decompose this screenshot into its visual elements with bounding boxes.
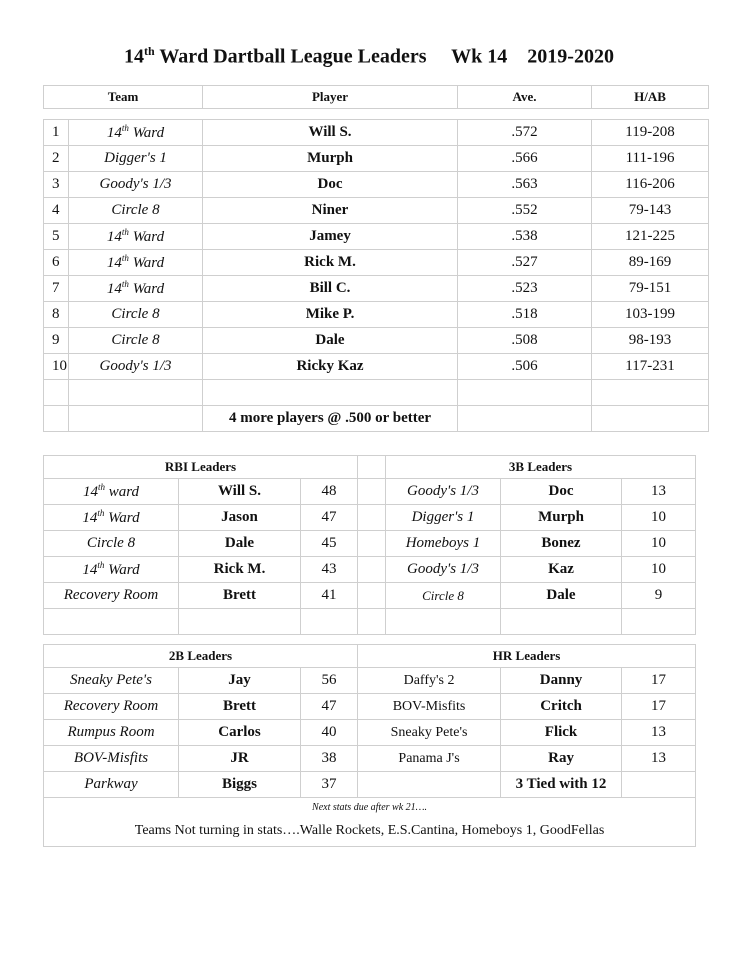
doubles-value-cell: 47	[301, 694, 358, 720]
team-cell	[69, 354, 203, 380]
player-cell: Doc	[203, 172, 458, 198]
table-row	[44, 746, 696, 772]
homers-player-cell: 3 Tied with 12	[501, 772, 622, 798]
table-row	[44, 146, 709, 172]
hab-cell: 111-196	[592, 146, 709, 172]
player-cell: Murph	[203, 146, 458, 172]
homers-player-cell: Critch	[501, 694, 622, 720]
hab-cell: 117-231	[592, 354, 709, 380]
triples-team-cell: Goody's 1/3	[386, 479, 501, 505]
table-row	[44, 557, 696, 583]
missing-teams-note: Teams Not turning in stats….Walle Rockets, E.S.Cantina, Homeboys 1, GoodFellas	[44, 816, 696, 847]
player-cell: Dale	[203, 328, 458, 354]
doubles-value-cell: 38	[301, 746, 358, 772]
doubles-team-cell: BOV-Misfits	[44, 746, 179, 772]
team-cell	[69, 328, 203, 354]
triples-team-cell: Homeboys 1	[386, 531, 501, 557]
rbi-value-cell: 43	[301, 557, 358, 583]
rank-cell: 10	[44, 354, 69, 380]
team-name: Circle 8	[111, 332, 160, 348]
section-header-row	[44, 456, 696, 479]
column-header-average: Ave.	[458, 86, 592, 109]
rank-cell: 2	[44, 146, 69, 172]
rank-cell: 4	[44, 198, 69, 224]
doubles-player-cell: JR	[179, 746, 301, 772]
triples-team-cell: Goody's 1/3	[386, 557, 501, 583]
hab-cell: 89-169	[592, 250, 709, 276]
team-number: 14	[82, 484, 98, 500]
batting-leaders-table	[43, 85, 709, 432]
average-cell: .552	[458, 198, 592, 224]
table-gap	[44, 109, 709, 120]
average-cell: .572	[458, 120, 592, 146]
doubles-leaders-title: 2B Leaders	[44, 645, 358, 668]
table-row	[44, 120, 709, 146]
average-cell: .523	[458, 276, 592, 302]
table-row	[44, 198, 709, 224]
batting-footnote: 4 more players @ .500 or better	[203, 406, 458, 432]
next-stats-note: Next stats due after wk 21….	[44, 798, 696, 817]
triples-team-cell: Digger's 1	[386, 505, 501, 531]
rbi-value-cell: 48	[301, 479, 358, 505]
table-row	[44, 772, 696, 798]
average-cell: .527	[458, 250, 592, 276]
2b-hr-leaders-table	[43, 644, 696, 847]
rank-cell: 8	[44, 302, 69, 328]
hab-cell: 98-193	[592, 328, 709, 354]
homers-team-cell: Panama J's	[358, 746, 501, 772]
team-cell	[69, 302, 203, 328]
team-number: 14	[82, 510, 98, 526]
homers-value-cell: 13	[622, 720, 696, 746]
rbi-team-cell	[44, 531, 179, 557]
notes-row-big	[44, 816, 696, 847]
team-suffix: Ward	[128, 229, 165, 245]
table-row	[44, 328, 709, 354]
player-cell: Ricky Kaz	[203, 354, 458, 380]
table-row	[44, 505, 696, 531]
team-name: Circle 8	[111, 306, 160, 322]
column-header-hab: H/AB	[592, 86, 709, 109]
average-cell: .538	[458, 224, 592, 250]
homers-player-cell: Ray	[501, 746, 622, 772]
notes-row-small	[44, 798, 696, 817]
divider-cell	[358, 557, 386, 583]
homers-player-cell: Flick	[501, 720, 622, 746]
team-cell	[69, 146, 203, 172]
team-name: Circle 8	[111, 202, 160, 218]
doubles-player-cell: Carlos	[179, 720, 301, 746]
table-row	[44, 668, 696, 694]
doubles-team-cell: Rumpus Room	[44, 720, 179, 746]
column-header-team: Team	[44, 86, 203, 109]
team-name: Circle 8	[86, 535, 136, 551]
doubles-team-cell: Parkway	[44, 772, 179, 798]
table-row	[44, 224, 709, 250]
table-row-footnote	[44, 406, 709, 432]
player-cell: Rick M.	[203, 250, 458, 276]
hab-cell: 121-225	[592, 224, 709, 250]
homers-team-cell	[358, 772, 501, 798]
triples-value-cell: 10	[622, 557, 696, 583]
homers-team-cell: Daffy's 2	[358, 668, 501, 694]
team-suffix: Ward	[128, 255, 165, 271]
divider-cell	[358, 531, 386, 557]
doubles-value-cell: 40	[301, 720, 358, 746]
divider-cell	[358, 583, 386, 609]
triples-value-cell: 10	[622, 531, 696, 557]
average-cell: .508	[458, 328, 592, 354]
table-row	[44, 276, 709, 302]
homers-value-cell: 17	[622, 694, 696, 720]
table-row-empty	[44, 609, 696, 635]
hab-cell: 103-199	[592, 302, 709, 328]
average-cell: .563	[458, 172, 592, 198]
team-number: 14	[106, 229, 122, 245]
table-row	[44, 172, 709, 198]
triples-player-cell: Dale	[501, 583, 622, 609]
team-suffix: Ward	[104, 510, 140, 526]
team-ordinal: th	[121, 253, 129, 263]
triples-value-cell: 10	[622, 505, 696, 531]
batting-header-row	[44, 86, 709, 109]
table-row	[44, 302, 709, 328]
team-number: 14	[106, 255, 122, 271]
divider-cell	[358, 479, 386, 505]
team-cell	[69, 276, 203, 302]
section-header-row	[44, 645, 696, 668]
rbi-player-cell: Will S.	[179, 479, 301, 505]
rbi-player-cell: Jason	[179, 505, 301, 531]
team-number: 14	[106, 281, 122, 297]
rank-cell: 7	[44, 276, 69, 302]
rbi-player-cell: Brett	[179, 583, 301, 609]
team-suffix: Ward	[104, 562, 140, 578]
table-row	[44, 354, 709, 380]
table-row	[44, 250, 709, 276]
team-cell	[69, 120, 203, 146]
team-number: 14	[106, 125, 122, 141]
team-name: Digger's 1	[104, 150, 167, 166]
homers-value-cell: 17	[622, 668, 696, 694]
team-name: Goody's 1/3	[99, 358, 172, 374]
triples-player-cell: Murph	[501, 505, 622, 531]
average-cell: .566	[458, 146, 592, 172]
table-row	[44, 583, 696, 609]
rbi-value-cell: 47	[301, 505, 358, 531]
doubles-team-cell: Sneaky Pete's	[44, 668, 179, 694]
table-row	[44, 720, 696, 746]
team-cell	[69, 224, 203, 250]
table-row-empty	[44, 380, 709, 406]
team-ordinal: th	[121, 123, 129, 133]
rank-cell: 5	[44, 224, 69, 250]
rbi-3b-leaders-table	[43, 455, 696, 635]
team-name: Goody's 1/3	[99, 176, 172, 192]
team-cell	[69, 172, 203, 198]
doubles-value-cell: 37	[301, 772, 358, 798]
player-cell: Mike P.	[203, 302, 458, 328]
player-cell: Will S.	[203, 120, 458, 146]
player-cell: Bill C.	[203, 276, 458, 302]
homers-team-cell: Sneaky Pete's	[358, 720, 501, 746]
triples-value-cell: 9	[622, 583, 696, 609]
team-name: Recovery Room	[63, 587, 159, 603]
table-row	[44, 479, 696, 505]
homers-player-cell: Danny	[501, 668, 622, 694]
doubles-player-cell: Brett	[179, 694, 301, 720]
hab-cell: 79-151	[592, 276, 709, 302]
hab-cell: 119-208	[592, 120, 709, 146]
triples-player-cell: Bonez	[501, 531, 622, 557]
team-ordinal: th	[121, 227, 129, 237]
average-cell: .506	[458, 354, 592, 380]
rank-cell: 1	[44, 120, 69, 146]
triples-team-cell: Circle 8	[386, 583, 501, 609]
rbi-team-cell	[44, 479, 179, 505]
homers-leaders-title: HR Leaders	[358, 645, 696, 668]
team-suffix: Ward	[128, 125, 165, 141]
rbi-leaders-title: RBI Leaders	[44, 456, 358, 479]
triples-leaders-title: 3B Leaders	[386, 456, 696, 479]
average-cell: .518	[458, 302, 592, 328]
team-ordinal: th	[97, 560, 105, 570]
rbi-team-cell	[44, 505, 179, 531]
team-ordinal: th	[121, 279, 129, 289]
triples-value-cell: 13	[622, 479, 696, 505]
homers-value-cell	[622, 772, 696, 798]
page-title: 14th Ward Dartball League Leaders Wk 14 2019-2020	[124, 44, 614, 68]
doubles-team-cell: Recovery Room	[44, 694, 179, 720]
rbi-value-cell: 41	[301, 583, 358, 609]
doubles-value-cell: 56	[301, 668, 358, 694]
rbi-team-cell	[44, 557, 179, 583]
team-cell	[69, 250, 203, 276]
hab-cell: 79-143	[592, 198, 709, 224]
rank-cell: 6	[44, 250, 69, 276]
triples-player-cell: Kaz	[501, 557, 622, 583]
triples-player-cell: Doc	[501, 479, 622, 505]
rbi-player-cell: Rick M.	[179, 557, 301, 583]
rbi-team-cell	[44, 583, 179, 609]
homers-value-cell: 13	[622, 746, 696, 772]
rank-cell: 3	[44, 172, 69, 198]
team-suffix: ward	[104, 484, 140, 500]
doubles-player-cell: Jay	[179, 668, 301, 694]
divider-cell	[358, 505, 386, 531]
rank-cell: 9	[44, 328, 69, 354]
column-header-player: Player	[203, 86, 458, 109]
doubles-player-cell: Biggs	[179, 772, 301, 798]
team-ordinal: th	[97, 482, 105, 492]
homers-team-cell: BOV-Misfits	[358, 694, 501, 720]
player-cell: Jamey	[203, 224, 458, 250]
rbi-player-cell: Dale	[179, 531, 301, 557]
hab-cell: 116-206	[592, 172, 709, 198]
team-number: 14	[82, 562, 98, 578]
team-cell	[69, 198, 203, 224]
team-ordinal: th	[97, 508, 105, 518]
rbi-value-cell: 45	[301, 531, 358, 557]
player-cell: Niner	[203, 198, 458, 224]
table-row	[44, 531, 696, 557]
team-suffix: Ward	[128, 281, 165, 297]
table-row	[44, 694, 696, 720]
